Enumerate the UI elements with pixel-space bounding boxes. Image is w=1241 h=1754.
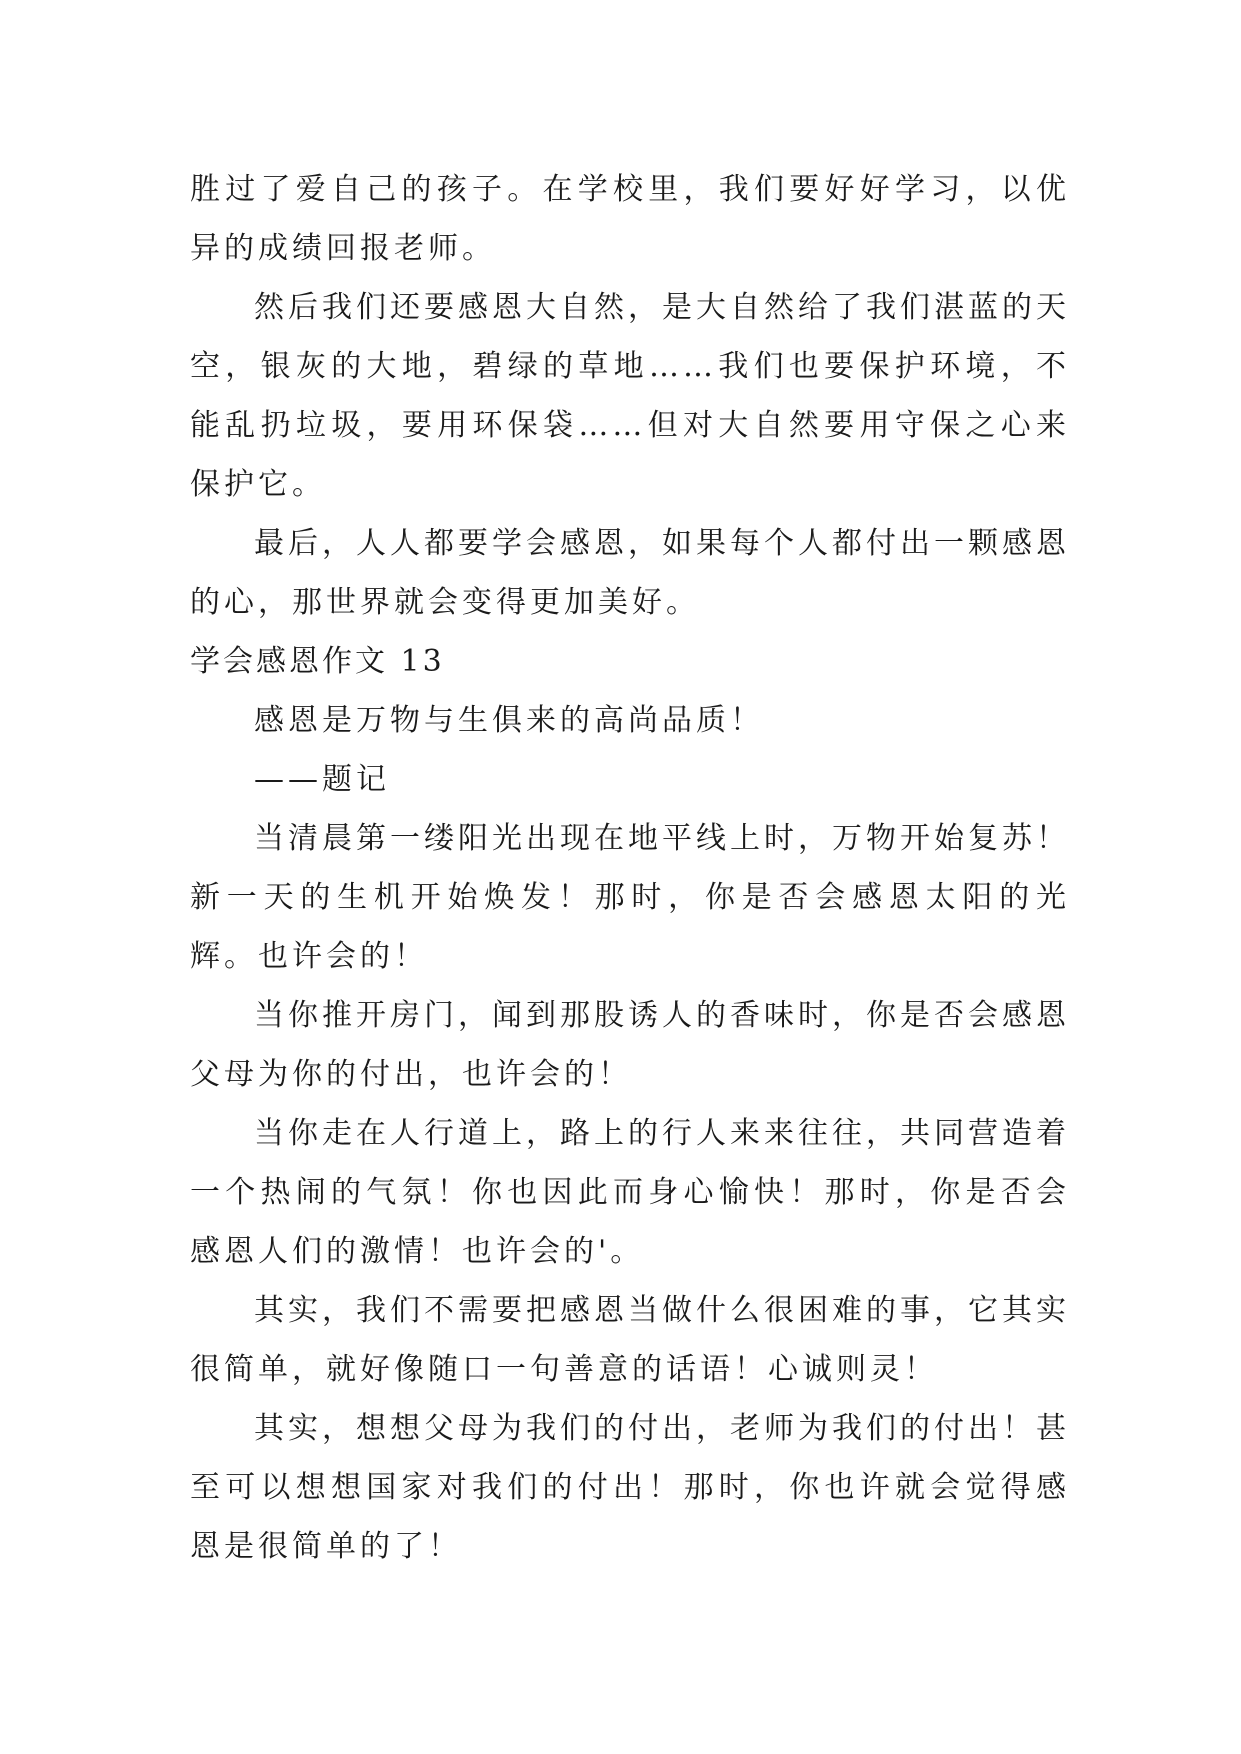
document-body [190, 160, 1070, 1576]
paragraph: 其实，想想父母为我们的付出，老师为我们的付出！甚至可以想想国家对我们的付出！那时，你也许就会觉得感恩是很简单的了！ [190, 1411, 1070, 1564]
epigraph-attribution: ——题记 [254, 762, 390, 797]
paragraph: 然后我们还要感恩大自然，是大自然给了我们湛蓝的天空，银灰的大地，碧绿的草地……我们也要保护环境，不能乱扔垃圾，要用环保袋……但对大自然要用守保之心来保护它。 [190, 290, 1070, 502]
paragraph: 当你走在人行道上，路上的行人来来往往，共同营造着一个热闹的气氛！你也因此而身心愉快！那时，你是否会感恩人们的激情！也许会的'。 [190, 1116, 1070, 1269]
paragraph: 胜过了爱自己的孩子。在学校里，我们要好好学习，以优异的成绩回报老师。 [190, 172, 1070, 266]
paragraph: 最后，人人都要学会感恩，如果每个人都付出一颗感恩的心，那世界就会变得更加美好。 [190, 526, 1070, 620]
paragraph: 感恩是万物与生俱来的高尚品质！ [254, 703, 764, 738]
paragraph: 当你推开房门，闻到那股诱人的香味时，你是否会感恩父母为你的付出，也许会的！ [190, 998, 1070, 1092]
paragraph: 其实，我们不需要把感恩当做什么很困难的事，它其实很简单，就好像随口一句善意的话语！心诚则灵！ [190, 1293, 1070, 1387]
section-title: 学会感恩作文 13 [190, 644, 445, 679]
paragraph: 当清晨第一缕阳光出现在地平线上时，万物开始复苏！新一天的生机开始焕发！那时，你是否会感恩太阳的光辉。也许会的！ [190, 821, 1070, 974]
